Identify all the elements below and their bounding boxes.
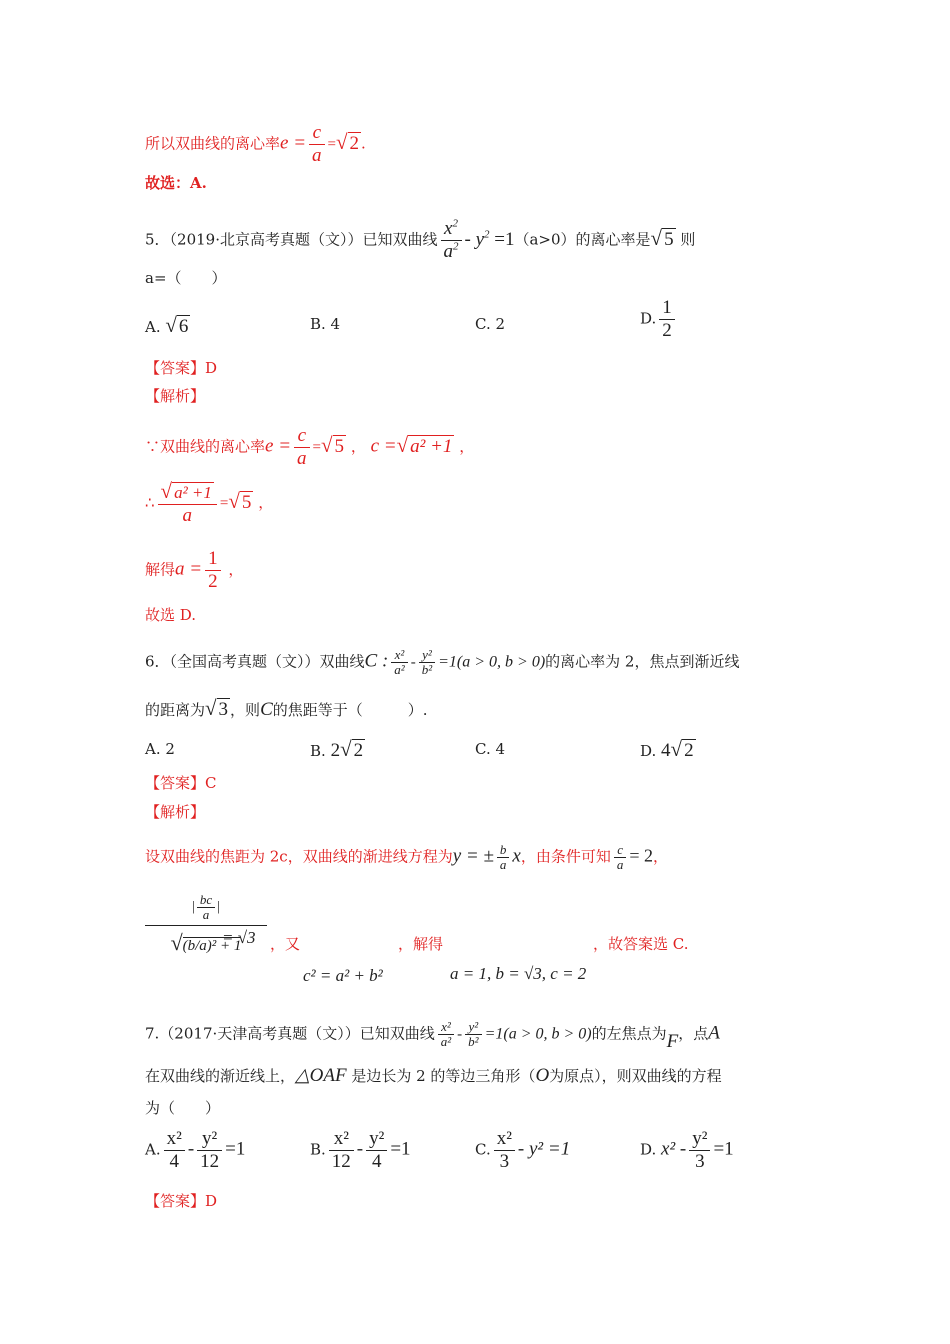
q6-answer: 【答案】C <box>145 774 217 792</box>
fraction-x2-a2 <box>438 1020 454 1049</box>
q7-answer: 【答案】D <box>145 1192 218 1210</box>
fraction-y2-b2 <box>419 648 435 677</box>
sqrt-5: √ 5 <box>321 432 345 457</box>
minus: - <box>410 654 416 671</box>
q5-choose: 故选 D. <box>145 606 197 624</box>
condition: =1(a > 0, b > 0) <box>438 653 546 671</box>
frac-num: y² <box>689 1128 710 1151</box>
frac-den: a <box>182 505 192 526</box>
sqrt-value: a² +1 <box>410 435 453 457</box>
frac-den: a² <box>394 662 405 677</box>
frac-den: a <box>499 857 507 872</box>
fraction-y2-b2 <box>465 1020 481 1049</box>
equals: = <box>312 439 321 456</box>
minus-y: - y <box>464 228 485 250</box>
prev-solution-line <box>145 122 366 167</box>
frac-den: 4 <box>371 1151 382 1172</box>
minus: - <box>356 1138 364 1160</box>
frac-num: y² <box>419 648 435 663</box>
q5-option-b: B. 4 <box>310 315 341 333</box>
frac-den: a <box>297 448 307 469</box>
q7-option-b <box>310 1128 411 1173</box>
q5-stem-prefix: 5．（2019·北京高考真题（文））已知双曲线 <box>145 230 438 249</box>
q6-option-d <box>640 737 696 762</box>
coef: 4 <box>661 740 671 761</box>
text: 的焦距等于（ ）. <box>272 701 428 719</box>
math-C: C : <box>364 650 389 672</box>
head: x² - <box>661 1138 687 1160</box>
frac-den: a <box>616 857 624 872</box>
math-O: O <box>535 1065 550 1086</box>
fraction-c-a <box>294 425 310 470</box>
comma: ， <box>258 493 274 512</box>
sqrt-a2-plus-1: √ a² +1 <box>396 432 453 457</box>
math-triangle-OAF: △OAF <box>295 1065 347 1086</box>
sqrt-value: 2 <box>684 740 694 761</box>
sup: 2 <box>484 228 490 241</box>
sqrt-2: √ 2 <box>336 129 360 154</box>
text: ，由条件可知 <box>520 847 611 866</box>
fraction-1-2 <box>659 297 675 342</box>
math-C: C <box>260 699 273 720</box>
complex-denominator: √(b/a)² + 1 <box>170 930 242 955</box>
frac-num: bc <box>197 893 215 908</box>
q7-option-d <box>640 1128 734 1173</box>
text: 所以双曲线的离心率 <box>145 134 281 153</box>
sup: 2 <box>453 240 459 253</box>
text: 解得 <box>145 560 176 579</box>
option-label: D. <box>640 1140 657 1159</box>
sqrt-value: 5 <box>664 228 674 250</box>
eq-one: =1 <box>713 1138 734 1160</box>
frac-num: x² <box>329 1128 354 1151</box>
q5-option-c: C. 2 <box>475 315 506 333</box>
fraction-c-a <box>614 843 627 872</box>
frac-den: 12 <box>331 1151 351 1172</box>
text: 的左焦点为 <box>591 1024 667 1043</box>
frac-num: x² <box>494 1128 515 1151</box>
frac-num: y² <box>197 1128 222 1151</box>
frac-num: x² <box>164 1128 185 1151</box>
frac-den: 4 <box>169 1151 179 1172</box>
text: 的距离为 <box>145 701 206 719</box>
q6-stem-prefix: 6．（全国高考真题（文））双曲线 <box>145 652 365 671</box>
sqrt-value: (b/a)² + 1 <box>182 938 242 954</box>
q6-line2 <box>145 698 428 720</box>
frac-den: 12 <box>200 1151 220 1172</box>
sqrt-value: 2 <box>353 740 364 761</box>
frac-den: b² <box>421 662 433 677</box>
q7-stem-prefix: 7.（2017·天津高考真题（文））已知双曲线 <box>145 1024 435 1043</box>
q6-stem-suffix: 的离心率为 2，焦点到渐近线 <box>545 652 740 671</box>
comma: ， <box>653 847 669 866</box>
frac-num: x² <box>391 648 407 663</box>
q5-option-d <box>640 297 678 342</box>
sqrt-3: √ 3 <box>205 696 229 720</box>
q7-option-a <box>145 1128 245 1173</box>
coef: 2 <box>330 740 341 761</box>
text: 为原点），则双曲线的方程 <box>549 1067 722 1085</box>
q5-analysis: 【解析】 <box>145 387 206 405</box>
sqrt-value: 5 <box>241 491 252 513</box>
text: ，则 <box>230 701 261 719</box>
math-y: y = ± <box>452 845 494 867</box>
option-label: D. <box>640 742 657 760</box>
period: . <box>361 134 366 153</box>
option-label: A. <box>145 318 161 336</box>
math-a: a = <box>175 558 203 580</box>
fraction-c-over-a <box>309 122 325 167</box>
q7-stem <box>145 1019 720 1052</box>
q6-eq-sqrt3: = √3 <box>222 928 256 947</box>
comma: ， <box>350 437 366 456</box>
frac-num: c <box>614 843 627 858</box>
q5-stem-suffix: 则 <box>680 230 696 249</box>
text: ，点 <box>678 1024 709 1043</box>
frac-num: 1 <box>659 297 675 320</box>
text: 设双曲线的焦距为 2c，双曲线的渐进线方程为 <box>145 847 453 866</box>
sqrt-2: √ 2 <box>340 737 364 761</box>
option-label: D. <box>640 309 657 328</box>
comma: ， <box>459 437 475 456</box>
tail: - y² =1 <box>517 1138 571 1160</box>
frac-den: 3 <box>499 1151 510 1172</box>
sqrt-value: 3 <box>218 699 229 720</box>
sup: 2 <box>452 217 458 230</box>
equals: = <box>219 495 229 512</box>
den-a: a <box>443 241 453 262</box>
sqrt-2: √ 2 <box>670 737 694 761</box>
frac-den: a² <box>440 1034 452 1049</box>
sqrt-5: √ 5 <box>650 225 674 250</box>
frac-den: a <box>312 145 322 166</box>
choose-a-line: 故选：A. <box>145 174 207 192</box>
option-label: B. <box>310 742 326 760</box>
sqrt-value: 6 <box>178 316 189 337</box>
q6-analysis: 【解析】 <box>145 803 206 821</box>
text: 在双曲线的渐近线上， <box>145 1067 296 1085</box>
q5-solution-3 <box>145 548 243 593</box>
frac-num: y² <box>465 1020 481 1035</box>
frac-num: y² <box>366 1128 387 1151</box>
q7-option-c <box>475 1128 570 1173</box>
sqrt-value: 2 <box>349 132 360 154</box>
frac-num: c <box>309 122 325 145</box>
math-x: x <box>512 845 521 867</box>
q5-option-a <box>145 313 190 338</box>
fraction-1-2 <box>205 548 221 593</box>
q6-text-again: ，又 <box>270 935 301 953</box>
q5-answer: 【答案】D <box>145 359 218 377</box>
equals: = <box>327 136 336 153</box>
q5-cond: （a>0）的离心率是 <box>514 230 651 249</box>
math-A: A <box>708 1022 720 1044</box>
equals-two: = 2 <box>629 845 654 866</box>
minus: - <box>187 1138 195 1160</box>
q6-stem <box>145 648 739 677</box>
eq-one: =1 <box>225 1138 246 1160</box>
math-e: e = <box>280 132 307 154</box>
q6-solution-1 <box>145 843 668 872</box>
q5-fraction-x2-a2 <box>441 218 462 263</box>
sqrt-value: 5 <box>334 435 345 457</box>
q7-line2 <box>145 1066 722 1086</box>
q6-formula-values: a = 1, b = √3, c = 2 <box>450 964 587 983</box>
frac-den: 3 <box>695 1151 705 1172</box>
q7-line3: 为（ ） <box>145 1099 221 1117</box>
num-x: x <box>444 218 453 239</box>
q6-text-solve: ，解得 <box>398 935 444 953</box>
frac-den: 2 <box>662 320 672 341</box>
math-F: F <box>666 1030 679 1052</box>
frac-num: 1 <box>205 548 221 571</box>
eq-one: =1 <box>390 1138 411 1160</box>
text: 是边长为 2 的等边三角形（ <box>351 1067 536 1085</box>
fraction-b-a <box>497 843 510 872</box>
frac-den: b² <box>468 1034 479 1049</box>
frac-num: x² <box>438 1020 454 1035</box>
option-label: A. <box>145 1140 161 1159</box>
frac-num: c <box>294 425 310 448</box>
frac-den: a <box>202 907 210 922</box>
condition: =1(a > 0, b > 0) <box>484 1025 592 1043</box>
q6-option-b <box>310 737 365 762</box>
fraction-sqrt-over-a: $\frac{\text{√ a² +1}}{a}$ <box>158 480 217 527</box>
q5-line2: a=（ ） <box>145 269 227 287</box>
frac-num: b <box>497 843 510 858</box>
frac-den: 2 <box>208 571 218 592</box>
therefore: ∴ <box>145 493 155 512</box>
option-label: B. <box>310 1140 326 1159</box>
option-label: C. <box>475 1140 491 1159</box>
q6-option-a: A. 2 <box>145 740 175 758</box>
q5-solution-2 <box>145 480 273 527</box>
eq-one: =1 <box>494 228 515 250</box>
sqrt-6: √ 6 <box>165 313 189 337</box>
q5-solution-1 <box>145 425 474 470</box>
sqrt-value: a² +1 <box>174 483 212 502</box>
q6-formula-c2: c² = a² + b² <box>303 966 383 985</box>
comma: ， <box>228 560 244 579</box>
fraction-x2-a2 <box>391 648 407 677</box>
q5-stem <box>145 218 695 263</box>
complex-numerator: | $\frac{bc}{a}$ | <box>145 893 267 926</box>
math-c: c = <box>370 435 397 457</box>
sqrt-5: √ 5 <box>228 488 252 513</box>
q6-option-c: C. 4 <box>475 740 506 758</box>
minus: - <box>457 1026 463 1043</box>
math-e: e = <box>265 435 292 457</box>
text: ∵双曲线的离心率 <box>145 437 266 456</box>
q6-text-choose: ，故答案选 C. <box>593 935 689 953</box>
